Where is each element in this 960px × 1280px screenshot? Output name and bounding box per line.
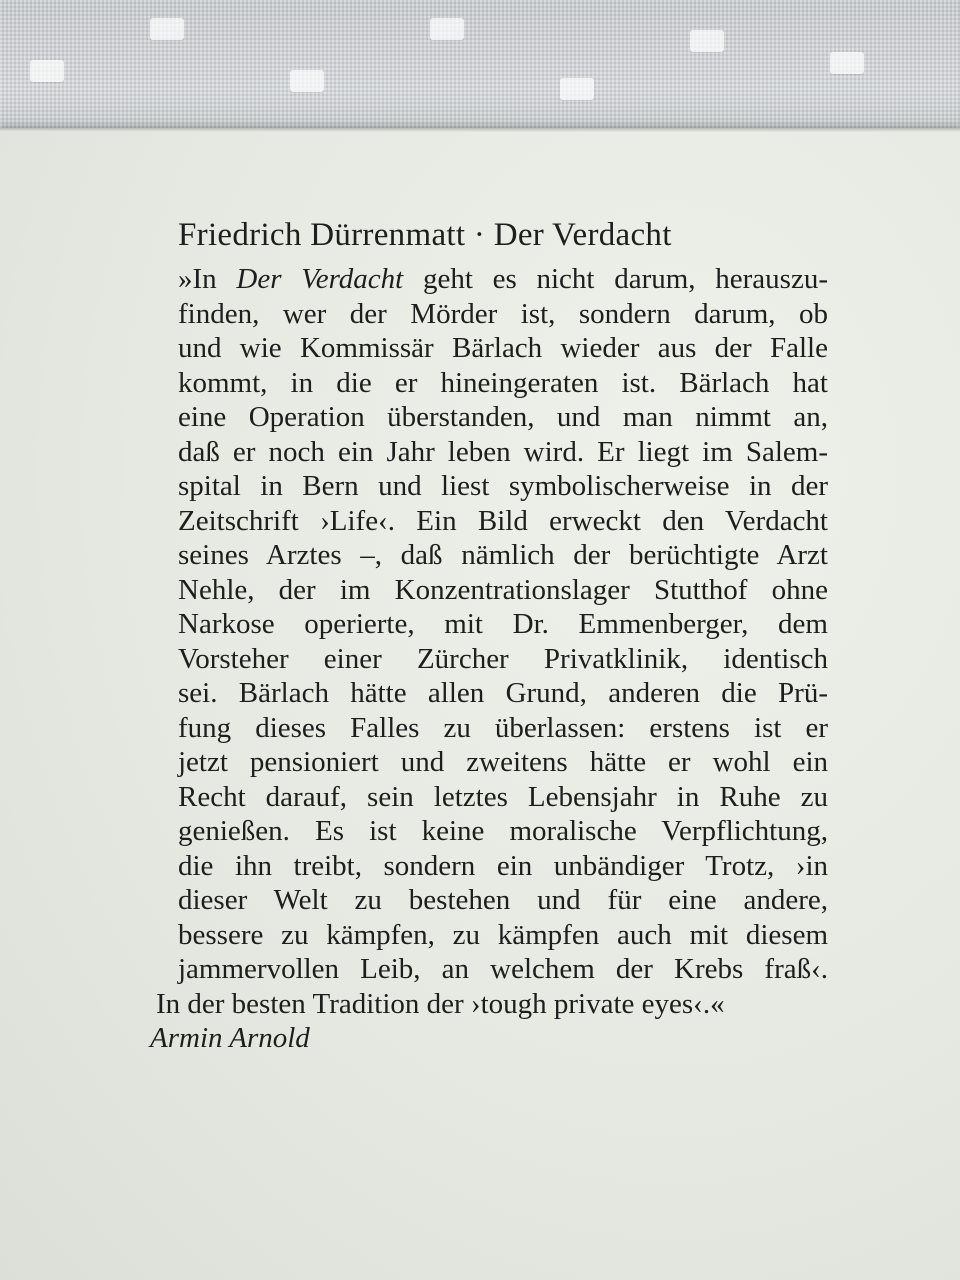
blurb-line: spital in Bern und liest symbolischerweise in der [178, 470, 828, 502]
cover-edge [0, 128, 960, 132]
cover-text [150, 210, 840, 1055]
blurb-line: dieser Welt zu bestehen und für eine andere, [178, 884, 828, 916]
fabric-dot [30, 60, 64, 82]
blurb-line: Nehle, der im Konzentrationslager Stutthof ohne [178, 573, 828, 606]
blurb-line: die ihn treibt, sondern ein unbändiger Trotz, ›in [178, 849, 828, 882]
blurb-line: Zeitschrift ›Life‹. Ein Bild erweckt den Verdacht [178, 504, 828, 537]
fabric-dot [560, 78, 594, 100]
blurb-line: In der besten Tradition der ›tough private eyes‹.« [156, 987, 725, 1020]
fabric-dot [150, 18, 184, 40]
blurb-line: Narkose operierte, mit Dr. Emmenberger, dem [178, 608, 828, 640]
blurb-line: eine Operation überstanden, und man nimmt an, [178, 401, 828, 433]
fabric-dot [290, 70, 324, 92]
blurb-line: jetzt pensioniert und zweitens hätte er wohl ein [178, 746, 828, 778]
book-title: Friedrich Dürrenmatt · Der Verdacht [178, 217, 672, 253]
blurb-line: sei. Bärlach hätte allen Grund, anderen die Prü- [178, 677, 828, 709]
blurb-line: und wie Kommissär Bärlach wieder aus der Falle [178, 332, 828, 364]
fabric-dot [430, 18, 464, 40]
blurb-line-text: geht es nicht darum, herauszu- [403, 263, 828, 295]
blurb-line: bessere zu kämpfen, zu kämpfen auch mit diesem [178, 918, 828, 951]
fabric-dot [690, 30, 724, 52]
attribution: Armin Arnold [150, 1022, 310, 1054]
blurb-line: genießen. Es ist keine moralische Verpflichtung, [178, 815, 828, 847]
blurb-line: Recht darauf, sein letztes Lebensjahr in Ruhe zu [178, 780, 828, 813]
blurb-line: seines Arztes –, daß nämlich der berüchtigte Arzt [178, 539, 828, 571]
blurb-line: Vorsteher einer Zürcher Privatklinik, identisch [178, 642, 828, 675]
book-title-italic: Der Verdacht [236, 263, 404, 295]
fabric-dot [830, 52, 864, 74]
blurb-line: finden, wer der Mörder ist, sondern darum, ob [178, 297, 828, 330]
blurb-line: kommt, in die er hineingeraten ist. Bärlach hat [178, 366, 828, 399]
quote-open: »In [178, 263, 237, 295]
blurb-line: fung dieses Falles zu überlassen: erstens ist er [178, 711, 828, 744]
blurb-line: jammervollen Leib, an welchem der Krebs fraß‹. [178, 953, 828, 985]
blurb-line: daß er noch ein Jahr leben wird. Er liegt im Salem- [178, 435, 828, 468]
blurb-line [178, 262, 828, 297]
